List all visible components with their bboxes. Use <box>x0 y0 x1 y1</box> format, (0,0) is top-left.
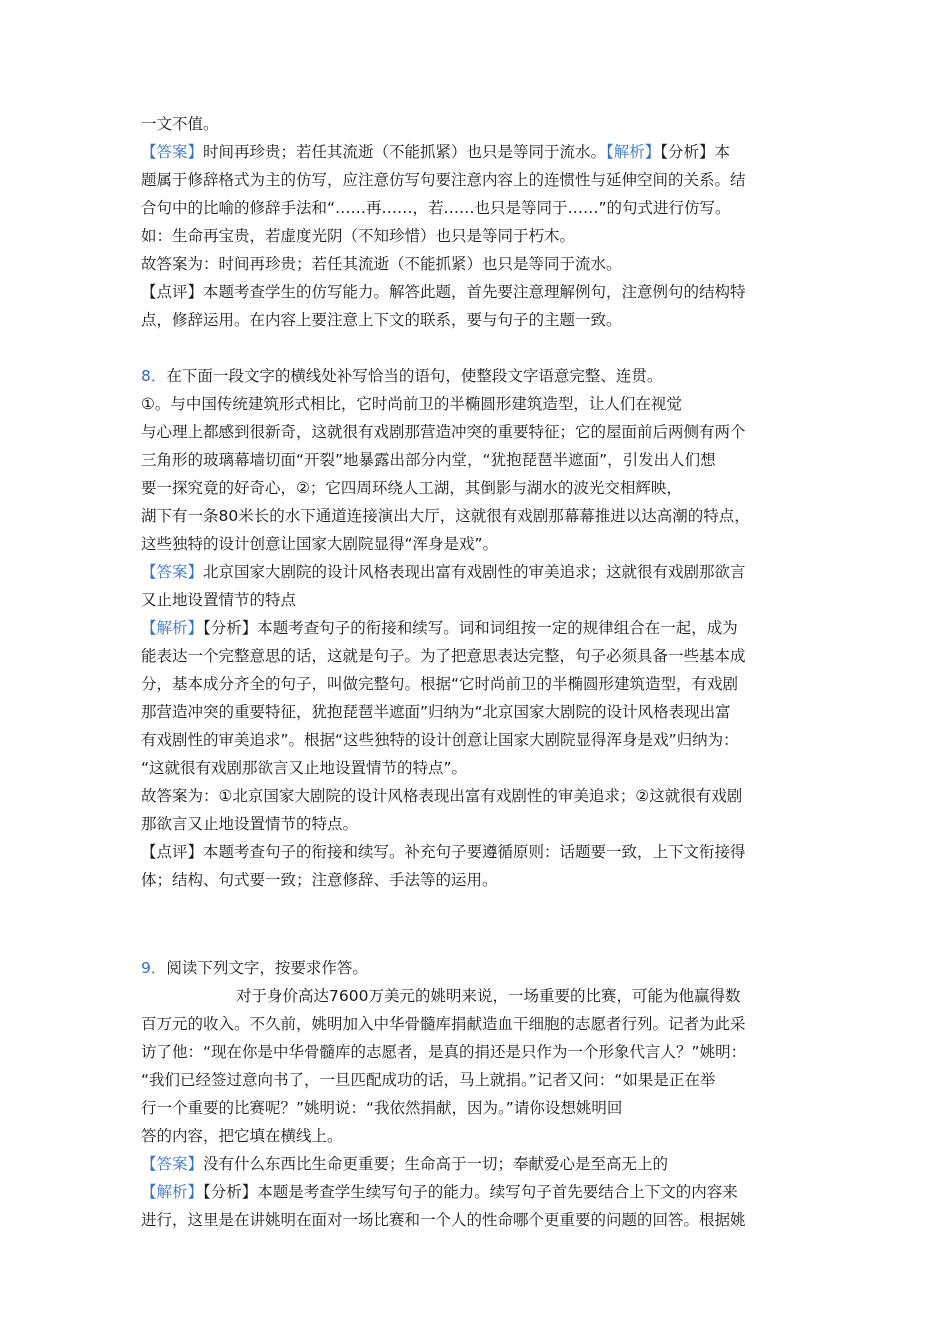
passage-line: 湖下有一条80米长的水下通道连接演出大厅，这就很有戏剧那幕幕推进以达高潮的特点， <box>141 507 750 525</box>
analysis-line: 那营造冲突的重要特征，犹抱琵琶半遮面”归纳为“北京国家大剧院的设计风格表现出富 <box>141 703 731 721</box>
passage-line: 访了他：“现在你是中华骨髓库的志愿者，是真的捐还是只作为一个形象代言人？”姚明： <box>141 1043 747 1061</box>
text-line: 故答案为：时间再珍贵；若任其流逝（不能抓紧）也只是等同于流水。 <box>141 255 622 273</box>
analysis-tag: 【解析】 <box>606 143 661 161</box>
answer-text: 时间再珍贵；若任其流逝（不能抓紧）也只是等同于流水。 <box>203 143 607 161</box>
passage-line: 行一个重要的比赛呢？”姚明说：“我依然捐献，因为。”请你设想姚明回 <box>141 1099 623 1117</box>
analysis-line <box>141 618 738 638</box>
text-line <box>141 114 219 134</box>
comment-line: 【点评】本题考查句子的衔接和续写。补充句子要遵循原则：话题要一致，上下文衔接得 <box>141 843 746 861</box>
answer-tag: 【答案】 <box>141 563 204 581</box>
question-9-title <box>141 958 368 978</box>
analysis-tag: 【解析】 <box>141 619 204 637</box>
analysis-tag: 【解析】 <box>141 1183 204 1201</box>
passage-line: 三角形的玻璃幕墙切面“开裂”地暴露出部分内堂，“犹抱琵琶半遮面”，引发出人们想 <box>141 451 716 469</box>
final-answer-line: 故答案为：①北京国家大剧院的设计风格表现出富有戏剧性的审美追求；②这就很有戏剧 <box>141 787 743 805</box>
text-line-content: 一文不值。 <box>141 115 219 133</box>
passage-line: 百万元的收入。不久前，姚明加入中华骨髓库捐献造血干细胞的志愿者行列。记者为此采 <box>141 1015 746 1033</box>
passage-line: 要一探究竟的好奇心，②；它四周环绕人工湖，其倒影与湖水的波光交相辉映， <box>141 479 682 497</box>
text-line: 题属于修辞格式为主的仿写，应注意仿写句要注意内容上的连惯性与延伸空间的关系。结 <box>141 171 746 189</box>
text-line: 如：生命再宝贵，若虚度光阴（不知珍惜）也只是等同于朽木。 <box>141 227 576 245</box>
analysis-text: 【分析】本 <box>660 143 731 161</box>
answer-text: 没有什么东西比生命更重要；生命高于一切；奉献爱心是至高无上的 <box>203 1155 669 1173</box>
analysis-line: “这就很有戏剧那欲言又止地设置情节的特点”。 <box>141 759 468 777</box>
passage-line: “我们已经签过意向书了，一旦匹配成功的话，马上就捐。”记者又问：“如果是正在举 <box>141 1071 716 1089</box>
analysis-line <box>141 1182 738 1202</box>
answer-line <box>141 142 730 162</box>
analysis-line: 分，基本成分齐全的句子，叫做完整句。根据“它时尚前卫的半椭圆形建筑造型，有戏剧 <box>141 675 739 693</box>
passage-line: 这些独特的设计创意让国家大剧院显得“浑身是戏”。 <box>141 535 499 553</box>
text-line: 合句中的比喻的修辞手法和“……再……，若……也只是等同于……”的句式进行仿写。 <box>141 199 731 217</box>
answer-text: 北京国家大剧院的设计风格表现出富有戏剧性的审美追求；这就很有戏剧那欲言 <box>203 563 746 581</box>
question-8-title <box>141 366 662 386</box>
question-number: 9． <box>141 959 167 977</box>
analysis-line: 能表达一个完整意思的话，这就是句子。为了把意思表达完整，句子必须具备一些基本成 <box>141 647 746 665</box>
analysis-text: 【分析】本题考查句子的衔接和续写。词和词组按一定的规律组合在一起，成为 <box>203 619 738 637</box>
comment-line: 【点评】本题考查学生的仿写能力。解答此题，首先要注意理解例句，注意例句的结构特 <box>141 283 746 301</box>
answer-tag: 【答案】 <box>141 1155 204 1173</box>
comment-line: 点，修辞运用。在内容上要注意上下文的联系，要与句子的主题一致。 <box>141 311 622 329</box>
question-number: 8． <box>141 367 167 385</box>
answer-line <box>141 562 746 582</box>
answer-tag: 【答案】 <box>141 143 204 161</box>
comment-line: 体；结构、句式要一致；注意修辞、手法等的运用。 <box>141 871 498 889</box>
passage-line: 答的内容，把它填在横线上。 <box>141 1127 343 1145</box>
passage-line: 对于身价高达7600万美元的姚明来说，一场重要的比赛，可能为他赢得数 <box>236 987 741 1005</box>
question-prompt: 阅读下列文字，按要求作答。 <box>166 959 368 977</box>
analysis-text: 【分析】本题是考查学生续写句子的能力。续写句子首先要结合上下文的内容来 <box>203 1183 738 1201</box>
answer-line: 又止地设置情节的特点 <box>141 591 297 609</box>
answer-line <box>141 1154 668 1174</box>
question-prompt: 在下面一段文字的横线处补写恰当的语句，使整段文字语意完整、连贯。 <box>166 367 663 385</box>
analysis-line: 有戏剧性的审美追求”。根据“这些独特的设计创意让国家大剧院显得浑身是戏”归纳为： <box>141 731 739 749</box>
passage-line: 与心理上都感到很新奇，这就很有戏剧那营造冲突的重要特征；它的屋面前后两侧有两个 <box>141 423 746 441</box>
passage-line: ①。与中国传统建筑形式相比，它时尚前卫的半椭圆形建筑造型，让人们在视觉 <box>141 395 682 413</box>
analysis-line: 进行，这里是在讲姚明在面对一场比赛和一个人的性命哪个更重要的问题的回答。根据姚 <box>141 1211 746 1229</box>
final-answer-line: 那欲言又止地设置情节的特点。 <box>141 815 359 833</box>
